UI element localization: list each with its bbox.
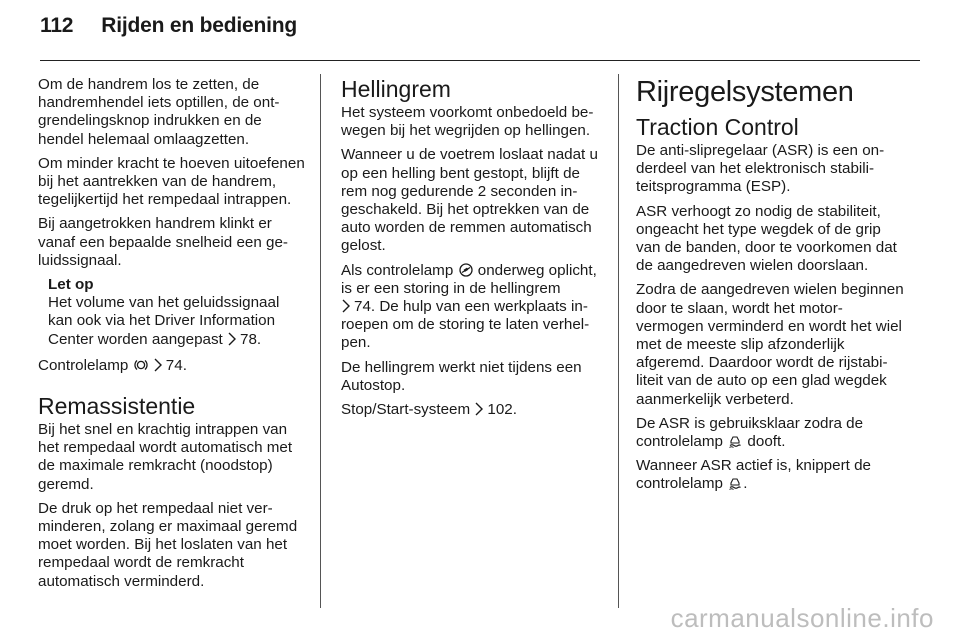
watermark: carmanualsonline.info xyxy=(670,603,934,633)
paragraph: Controlelamp 74. xyxy=(38,356,187,374)
reference-arrow-icon xyxy=(153,358,163,372)
section-heading-traction-control: Traction Control xyxy=(636,114,799,140)
note-title: Let op xyxy=(48,276,94,294)
page-reference[interactable]: 102. xyxy=(487,401,517,419)
page-header xyxy=(40,14,297,50)
section-heading-remassistentie: Remassistentie xyxy=(38,393,196,420)
header-rule xyxy=(40,60,920,61)
paragraph: Bij het snel en krachtig intrappen van het rempedaal wordt automatisch met de maximale remkracht (noodstop) geremd. xyxy=(38,421,293,493)
paragraph: Wanneer ASR actief is, knippert de controlelamp . xyxy=(636,457,871,493)
paragraph: Om de handrem los te zetten, de handremhendel iets optillen, de ontgrendelingsknop indrukken en de hendel helemaal omlaagzetten. xyxy=(38,76,280,148)
paragraph: Stop/Start-systeem 102. xyxy=(341,401,517,419)
chapter-heading-rijregelsystemen: Rijregelsystemen xyxy=(636,76,854,108)
paragraph: Wanneer u de voetrem loslaat nadat u op een helling bent gestopt, blijft de rem nog gedurende 2 seconden ingeschakeld. Bij het optrekken van de auto worden de remmen automatisch gelost. xyxy=(341,146,598,255)
note-text: Het volume van het geluidssignaal kan ook via het Driver Information Center worden aangepast 78. xyxy=(48,294,280,348)
hill-hold-lamp-icon xyxy=(459,263,473,277)
reference-arrow-icon xyxy=(474,402,484,416)
paragraph: De druk op het rempedaal niet verminderen, zolang er maximaal geremd moet worden. Bij het loslaten van het rempedaal wordt de remkracht automatisch verminderd. xyxy=(38,499,298,590)
column-right xyxy=(636,76,904,500)
note-box xyxy=(48,276,306,349)
page-reference[interactable]: 74. xyxy=(165,356,187,374)
paragraph: ASR verhoogt zo nodig de stabiliteit, ongeacht het type wegdek of de grip van de banden, door te voorkomen dat de aangedreven wielen doorslaan. xyxy=(636,202,897,275)
column-middle xyxy=(341,76,606,425)
page-number: 112 xyxy=(40,14,74,37)
esp-skid-car-icon xyxy=(728,476,742,490)
page-reference[interactable]: 78. xyxy=(240,330,262,348)
paragraph: Als controlelamp onderweg oplicht, is er een storing in de hellingrem 74. De hulp van een werkplaats inroepen om de storing te laten verhelpen. xyxy=(341,261,597,352)
paragraph: De hellingrem werkt niet tijdens een Autostop. xyxy=(341,358,582,394)
brake-warning-lamp-icon xyxy=(134,358,148,372)
paragraph: Bij aangetrokken handrem klinkt er vanaf een bepaalde snelheid een geluidssignaal. xyxy=(38,215,288,269)
running-title: Rijden en bediening xyxy=(101,14,297,37)
reference-arrow-icon xyxy=(341,299,351,313)
section-heading-hellingrem: Hellingrem xyxy=(341,76,451,102)
paragraph: De ASR is gebruiksklaar zodra de controlelamp dooft. xyxy=(636,414,864,451)
column-left xyxy=(38,76,306,597)
column-divider-1 xyxy=(320,74,321,608)
paragraph: De anti-slipregelaar (ASR) is een onderdeel van het elektronisch stabiliteitsprogramma (ESP). xyxy=(636,142,885,196)
paragraph: Zodra de aangedreven wielen beginnen door te slaan, wordt het motorvermogen verminderd en wordt het wiel met de meeste slip afzonderlijk afgeremd. Daardoor wordt de rijstabiliteit van de auto op een glad wegdek aanmerkelijk verbeterd. xyxy=(636,281,904,408)
column-divider-2 xyxy=(618,74,619,608)
paragraph: Het systeem voorkomt onbedoeld bewegen bij het wegrijden op hellingen. xyxy=(341,104,594,140)
esp-skid-car-icon xyxy=(728,434,742,448)
reference-arrow-icon xyxy=(227,332,237,346)
paragraph: Om minder kracht te hoeven uitoefenen bij het aantrekken van de handrem, tegelijkertijd het rempedaal intrappen. xyxy=(38,154,305,209)
page-reference: 74. De hulp van een werkplaats inroepen om de storing te laten verhelpen. xyxy=(341,298,590,352)
